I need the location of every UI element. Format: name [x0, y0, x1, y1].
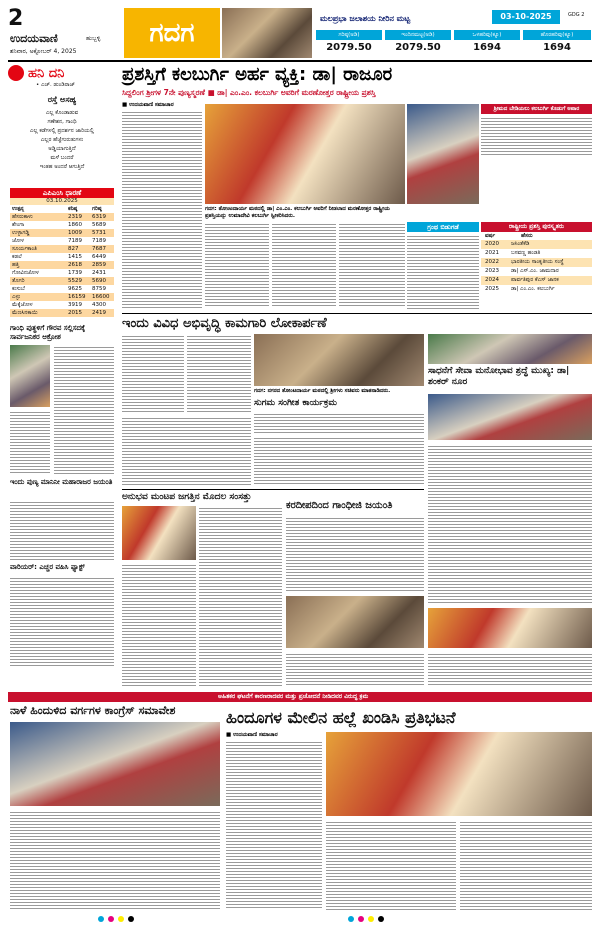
reg-dot [118, 916, 124, 922]
dam-photo [222, 8, 312, 58]
main-text-col-2 [205, 222, 269, 308]
poem-line: ಅಡ್ಡಿಯಾಗುತ್ತಿದೆ [48, 146, 76, 152]
ticker-col-3-value: 1694 [473, 42, 501, 53]
karadeepa-text-2 [286, 652, 424, 686]
apmc-cell: ಗೋವಿನಜೋಳ [12, 270, 39, 276]
paper-name: ಉದಯವಾಣಿ [10, 32, 58, 45]
table-row [10, 213, 114, 221]
apmc-cell: 7189 [68, 238, 82, 244]
gandhi-story-text [54, 345, 114, 475]
apmc-cell: ಮೆಣಸಿನಕಾಯಿ [12, 310, 38, 316]
recipients-cell: ಡಾ| ಎಸ್.ಎಂ. ಜಾಮದಾರ [511, 268, 559, 274]
apmc-cell: 1009 [68, 230, 82, 236]
apmc-table [10, 188, 114, 320]
hani-dani-box [8, 65, 116, 185]
book-release-title: ಗ್ರಂಥ ಬಿಡುಗಡೆ [407, 222, 479, 232]
inauguration-text-1 [122, 334, 184, 414]
inauguration-photo [254, 334, 424, 386]
award-box [407, 104, 592, 310]
ticker-col-2-value: 2079.50 [395, 42, 441, 53]
gandhi-statue-photo [10, 345, 50, 407]
table-row [481, 285, 592, 294]
protest-text-2 [326, 820, 456, 910]
poem-line: ಇಂತಹ ಅಂದರೆ ಆಗುತ್ತಿದೆ [39, 164, 85, 170]
apmc-cell: ಶೇಂಗಾ [12, 222, 25, 228]
apmc-date: 03.10.2025 [10, 198, 114, 205]
recipients-cell: ಪಾರ್ವತಿಪುರ ಕೆಎಸ್ ಜಾನಕ [511, 277, 559, 283]
apmc-cell: ಹತ್ತಿ [12, 262, 20, 268]
inauguration-caption: ಗದಗ: ನಗರದ ತೋಂಟದಾರ್ಯ ಮಠದಲ್ಲಿ ಶ್ರೀಗಳು ಸಚಿವರು ಮಾತನಾಡಿದರು. [254, 388, 391, 394]
service-text-2 [428, 652, 592, 686]
apmc-cell: ಕುಸುಬೆ [12, 286, 25, 292]
karadeepa-text [286, 516, 424, 592]
date-line: ಶನಿವಾರ, ಅಕ್ಟೋಬರ್ 4, 2025 [10, 48, 77, 55]
apmc-cell: 9625 [68, 286, 82, 292]
reg-dot [378, 916, 384, 922]
hani-dani-title: ಹನಿ ದನಿ [28, 66, 65, 81]
recipients-cell: 2023 [485, 268, 499, 274]
color-registration-marks [8, 914, 592, 924]
main-subhead: ಸಿದ್ದಲಿಂಗ ಶ್ರೀಗಳ 7ನೇ ಪುಣ್ಯಸ್ಮರಣೆ ■ ಡಾ| ಎಂ.ಎಂ. ಕಲಬುರ್ಗಿ ಅವರಿಗೆ ಮರಣೋತ್ತರ ರಾಷ್ಟ್ರೀಯ ಪ್ರಶಸ್ತಿ [122, 88, 376, 97]
hani-dani-logo [8, 65, 24, 81]
table-row [481, 267, 592, 276]
inauguration-headline: ಇಂದು ವಿವಿಧ ಅಭಿವೃದ್ಧಿ ಕಾಮಗಾರಿ ಲೋಕಾರ್ಪಣೆ [122, 316, 327, 331]
recipients-rows [481, 240, 592, 294]
main-photo-caption: ಗದಗ: ತೋಂಟದಾರ್ಯ ಮಠದಲ್ಲಿ ಡಾ| ಎಂ.ಎಂ. ಕಲಬುರ್ಗಿ ಅವರಿಗೆ ನೀಡಲಾದ ಮರಣೋತ್ತರ ರಾಷ್ಟ್ರೀಯ ಪ್ರಶಸ್ತಿಯನ್ನು ಉಮಾದೇವಿ ಕಲಬುರ್ಗಿ ಸ್ವೀಕರಿಸಿದರು. [205, 206, 390, 219]
recipients-cell: ಬಸವಣ್ಣ ಹಂಡತಿ [511, 250, 541, 256]
table-row [10, 253, 114, 261]
apmc-cell: 1739 [68, 270, 82, 276]
apmc-cell: 1415 [68, 254, 82, 260]
poem-line: ಗಣೇಶನ, ಗಾಂಧಿ [47, 119, 77, 125]
apmc-title: ಎಪಿಎಂಸಿ ಧಾರಣೆ [10, 188, 114, 198]
service-text [428, 444, 592, 604]
apmc-cell: 2431 [92, 270, 106, 276]
apmc-cell: 6319 [92, 214, 106, 220]
service-photo-3 [428, 608, 592, 648]
section-title-text: ಗದಗ [149, 18, 195, 48]
reg-dot [348, 916, 354, 922]
reg-dot [128, 916, 134, 922]
recipients-title: ರಾಷ್ಟ್ರೀಯ ಪ್ರಶಸ್ತಿ ಪುರಸ್ಕೃತರು [481, 222, 592, 232]
table-row [10, 301, 114, 309]
table-row [10, 221, 114, 229]
apmc-cell: 16600 [92, 294, 110, 300]
jayanti-headline: ಇಂದು ಪುಣ್ಯ ಮಾನಿನೀ ಮಹಾರಾಜರ ಜಯಂತಿ [10, 478, 113, 486]
award-box-text [481, 116, 592, 156]
book-release-text [407, 234, 479, 310]
gandhi-story-text-2 [10, 410, 50, 475]
masthead-rule [8, 60, 592, 62]
congress-headline: ನಾಳೆ ಹಿಂದುಳಿದ ವರ್ಗಗಳ ಕಾಂಗ್ರೆಸ್ ಸಮಾವೇಶ [10, 704, 176, 717]
warning-text [10, 576, 114, 666]
apmc-cell: 827 [68, 246, 79, 252]
apmc-header: ಗರಿಷ್ಠ [92, 206, 102, 212]
apmc-cell: 5690 [92, 278, 106, 284]
recipients-cell: 2024 [485, 277, 499, 283]
main-text-col-4 [339, 222, 405, 308]
poem-line: ಮಳೆ ಬಂದರೆ [50, 155, 74, 161]
poem-line: ಎಲ್ಲರ ಹೆಜ್ಜೆಗುರುತುಗಳು [40, 137, 84, 143]
notice-bar-text: ಅಹಿತಕರ ಘಟನೆಗೆ ಕಾರಣರಾದವರ ಮತ್ತು ಪ್ರಚೋದನೆ ನೀಡಿದವರ ವಿರುದ್ಧ ಕ್ರಮ [218, 693, 369, 700]
ticker-col-3-label: ಒಳಹರಿವು(ಕ್ಯೂ) [454, 30, 520, 40]
ticker-code: GDG 2 [568, 12, 585, 18]
protest-text-1 [226, 740, 322, 910]
apmc-cell: ಹೆಸರುಕಾಳು [12, 214, 33, 220]
apmc-cell: ಮೆಕ್ಕೆಜೋಳ [12, 302, 33, 308]
table-row [10, 285, 114, 293]
main-text-col-1 [122, 110, 202, 310]
warning-headline: ವಾರಿಯರ್: ಎಚ್ಚರ ವಹಿಸಿ ಫ್ಯಾಕ್ಟ್ [10, 563, 85, 571]
ticker-col-1-value: 2079.50 [326, 42, 372, 53]
edition: ಹುಬ್ಬಳ್ಳಿ [86, 35, 101, 42]
table-row [481, 276, 592, 285]
karadeepa-headline: ಕರದೀಪದಿಂದ ಗಾಂಧೀಜಿ ಜಯಂತಿ [286, 500, 393, 511]
apmc-cell: ಸೂರ್ಯಕಾಂತಿ [12, 246, 37, 252]
anubhava-text-2 [122, 563, 196, 686]
page-number: 2 [8, 6, 24, 31]
recipients-col: ವರ್ಷ [485, 233, 496, 239]
ticker-date [492, 10, 560, 24]
apmc-cell: 5529 [68, 278, 82, 284]
service-photo-2 [428, 394, 592, 440]
table-row [481, 258, 592, 267]
apmc-cell: 16159 [68, 294, 86, 300]
ticker-col-4-value: 1694 [543, 42, 571, 53]
music-body-text [254, 436, 424, 486]
protest-photo [326, 732, 592, 816]
apmc-cell: 2618 [68, 262, 82, 268]
table-row [10, 245, 114, 253]
apmc-header: ಕನಿಷ್ಠ [68, 206, 78, 212]
jayanti-text [10, 500, 114, 560]
masthead [8, 8, 592, 58]
poem-line: ಎಲ್ಲ ಕಡೆಗಳಲ್ಲಿ ಪ್ರದರ್ಶನ ಜಾರಿಯಲ್ಲಿ [29, 128, 95, 134]
anubhava-text [199, 506, 282, 686]
ticker-col-2-label: ಇಂದಿನಮಟ್ಟ(ಅಡಿ) [385, 30, 451, 40]
apmc-cell: ಎಳ್ಳು [12, 294, 21, 300]
service-headline: ಸಾಧನೆಗೆ ಸೇವಾ ಮನೋಭಾವ ಶ್ರದ್ಧೆ ಮುಖ್ಯ: ಡಾ| ಶಂಕರ್ ನೂರ [428, 366, 570, 387]
table-row [10, 237, 114, 245]
apmc-cell: ಉಳ್ಳಾಗಡ್ಡಿ [12, 230, 30, 236]
protest-dateline: ■ ಉದಯವಾಣಿ ಸಮಾಚಾರ [226, 732, 278, 738]
gandhi-photo-headline: ಗಾಂಧಿ ಪುತ್ಥಳಿಗೆ ಗೌರವ ಸಲ್ಲಿಸದಕ್ಕೆ ಸಾರ್ವಜನಿಕರ ಆಕ್ರೋಶ [10, 324, 86, 341]
ticker-col-1-label: ಗರಿಷ್ಠ(ಅಡಿ) [316, 30, 382, 40]
recipients-cell: ಡಾ| ಎಂ.ಎಂ. ಕಲಬುರ್ಗಿ [511, 286, 555, 292]
reg-dot [358, 916, 364, 922]
music-title: ಸುಗಮ ಸಂಗೀತ ಕಾರ್ಯಕ್ರಮ [254, 398, 337, 408]
main-headline: ಪ್ರಶಸ್ತಿಗೆ ಕಲಬುರ್ಗಿ ಅರ್ಹ ವ್ಯಕ್ತಿ: ಡಾ| ರಾಜೂರ [122, 64, 393, 85]
main-ceremony-photo [205, 104, 405, 204]
apmc-cell: ಜೋಳ [12, 238, 24, 244]
reg-dot [98, 916, 104, 922]
table-row [10, 277, 114, 285]
apmc-cell: 6449 [92, 254, 106, 260]
ticker-date-text: 03-10-2025 [500, 12, 552, 21]
ticker-col-4-label: ಹೊರಹರಿವು(ಕ್ಯೂ) [523, 30, 591, 40]
congress-photo [10, 722, 220, 806]
section-rule-2 [122, 489, 424, 490]
apmc-header-row [10, 205, 114, 213]
table-row [10, 229, 114, 237]
table-row [481, 249, 592, 258]
award-box-title: ಶ್ರೀಮದ ಬೇಡಿಯಲು ಕಲಬುರ್ಗಿ ಕೊಡುಗೆ ಅಪಾರ [481, 104, 592, 114]
apmc-cell: ತೊಗರಿ [12, 278, 25, 284]
recipients-cell: 2021 [485, 250, 499, 256]
apmc-cell: 3919 [68, 302, 82, 308]
apmc-rows [10, 213, 114, 317]
congress-text [10, 810, 220, 910]
ticker-table [316, 30, 592, 56]
recipients-cell: ಭಾರತೀಯ ಸಾಂಕೃತೀಯ ಸಂಸ್ಥೆ [511, 259, 564, 265]
karadeepa-photo [286, 596, 424, 648]
apmc-cell: 7687 [92, 246, 106, 252]
table-row [10, 269, 114, 277]
hani-dani-author: • ಎಚ್. ಡುಂಡಿರಾಜ್ [36, 82, 76, 88]
table-row [10, 293, 114, 301]
section-title [124, 8, 220, 58]
poem-line: ಎಲ್ಲ ಕೊಂಡಾಡುವ [45, 110, 79, 116]
recipients-header [481, 232, 592, 240]
music-text [254, 412, 424, 434]
main-dateline: ■ ಉದಯವಾಣಿ ಸಮಾಚಾರ [122, 102, 174, 108]
anubhava-photo [122, 506, 196, 560]
anubhava-headline: ಅನುಭವ ಮಂಟಪ ಜಗತ್ತಿನ ಮೊದಲ ಸಂಸತ್ತು [122, 492, 252, 502]
recipients-cell: 2025 [485, 286, 499, 292]
apmc-cell: 2419 [92, 310, 106, 316]
inauguration-text-2 [187, 334, 251, 414]
table-row [481, 240, 592, 249]
apmc-cell: 5731 [92, 230, 106, 236]
ticker-label: ಮಲಪ್ರಭಾ ಜಲಾಶಯ ನೀರಿನ ಮಟ್ಟ [320, 14, 411, 23]
table-row [10, 261, 114, 269]
reg-dot [108, 916, 114, 922]
apmc-cell: 1860 [68, 222, 82, 228]
apmc-cell: ಕಡಲೆ [12, 254, 22, 260]
service-photo-1 [428, 334, 592, 364]
poem-title: ರಸ್ತೆ ಅಸಹ್ಯ [47, 95, 77, 104]
apmc-cell: 2015 [68, 310, 82, 316]
apmc-cell: 2319 [68, 214, 82, 220]
recipients-cell: ಜಸಿಂತೆಕೆಡಿ [511, 241, 530, 247]
apmc-cell: 5689 [92, 222, 106, 228]
apmc-cell: 2859 [92, 262, 106, 268]
apmc-cell: 8759 [92, 286, 106, 292]
protest-headline: ಹಿಂದೂಗಳ ಮೇಲಿನ ಹಲ್ಲೆ ಖಂಡಿಸಿ ಪ್ರತಿಭಟನೆ [226, 708, 456, 727]
recipients-col: ಹೆಸರು [521, 233, 533, 239]
notice-bar [8, 692, 592, 702]
recipients-cell: 2020 [485, 241, 499, 247]
table-row [10, 309, 114, 317]
protest-text-3 [460, 820, 592, 910]
recipients-cell: 2022 [485, 259, 499, 265]
section-rule [122, 313, 592, 314]
main-text-col-3 [272, 222, 336, 308]
apmc-cell: 7189 [92, 238, 106, 244]
apmc-cell: 4300 [92, 302, 106, 308]
inauguration-text-3 [122, 416, 251, 486]
apmc-header: ಉತ್ಪನ್ನ [12, 206, 25, 212]
reg-dot [368, 916, 374, 922]
poem-lines [8, 109, 116, 172]
